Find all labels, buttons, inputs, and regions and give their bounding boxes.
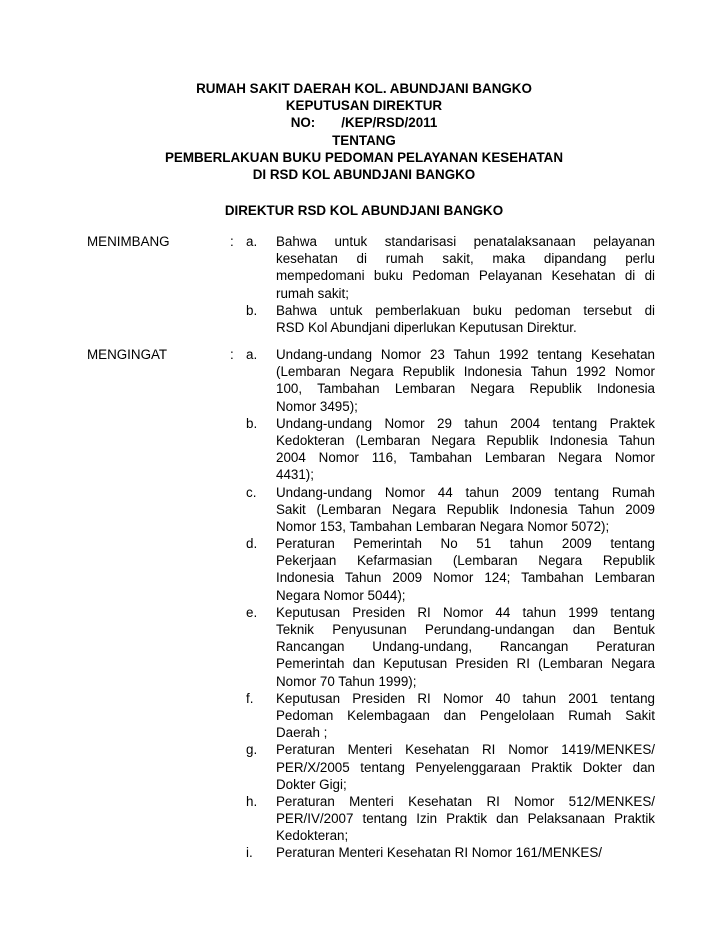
- hospital-name: RUMAH SAKIT DAERAH KOL. ABUNDJANI BANGKO: [196, 81, 532, 96]
- item-letter: d.: [246, 536, 258, 552]
- mengingat-items: [0, 346, 728, 862]
- item-text-line: Nomor 153, Tambahan Lembaran Negara Nomor 5072);: [276, 518, 610, 534]
- item-text-line: Undang-undang Nomor 29 tahun 2004 tentang Praktek: [276, 415, 655, 431]
- item-text-line: PER/X/2005 tentang Penyelenggaraan Praktik Dokter dan: [276, 759, 655, 775]
- menimbang-label: MENIMBANG: [87, 234, 170, 249]
- item-text-line: Pemerintah dan Keputusan Presiden RI (Lembaran Negara: [276, 656, 655, 672]
- item-text-line: Bahwa untuk standarisasi penatalaksanaan pelayanan: [276, 234, 655, 249]
- item-text-line: rumah sakit;: [276, 285, 349, 301]
- tentang-label: TENTANG: [332, 132, 396, 148]
- list-item: [0, 535, 728, 604]
- item-text: [276, 415, 655, 484]
- item-text-line: Peraturan Menteri Kesehatan RI Nomor 161/MENKES/: [276, 845, 602, 861]
- item-text-line: Dokter Gigi;: [276, 776, 347, 792]
- item-text: [276, 844, 655, 861]
- item-text: [276, 233, 655, 302]
- decree-number: NO: /KEP/RSD/2011: [290, 115, 438, 131]
- item-text: [276, 690, 655, 742]
- item-text-line: Indonesia Tahun 2009 Nomor 124; Tambahan Lembaran: [276, 570, 655, 586]
- item-text-line: (Lembaran Negara Republik Indonesia Tahun 1992 Nomor: [276, 364, 655, 380]
- item-letter: f.: [246, 690, 254, 706]
- item-text-line: Kedokteran;: [276, 828, 349, 844]
- list-item: [0, 741, 728, 793]
- item-text-line: Bahwa untuk pemberlakuan buku pedoman tersebut di: [276, 302, 655, 318]
- list-item: [0, 793, 728, 845]
- item-text-line: 2004 Nomor 116, Tambahan Lembaran Negara Nomor: [276, 450, 655, 466]
- item-text-line: Nomor 70 Tahun 1999);: [276, 673, 417, 689]
- item-letter: a.: [246, 234, 258, 249]
- item-letter: b.: [246, 415, 258, 431]
- item-letter: i.: [246, 845, 253, 861]
- menimbang-colon: :: [230, 234, 234, 249]
- decree-title: KEPUTUSAN DIREKTUR: [285, 98, 443, 114]
- item-text-line: Peraturan Pemerintah No 51 tahun 2009 tentang: [276, 536, 655, 552]
- item-text-line: mempedomani buku Pedoman Pelayanan Kesehatan di di: [276, 268, 655, 284]
- item-text: [276, 484, 655, 536]
- item-text: [276, 741, 655, 793]
- item-text-line: Pekerjaan Kefarmasian (Lembaran Negara Republik: [276, 553, 655, 569]
- item-text-line: PER/IV/2007 tentang Izin Praktik dan Pelaksanaan Praktik: [276, 811, 655, 827]
- item-text-line: 4431);: [276, 467, 314, 483]
- item-text-line: Pedoman Kelembagaan dan Pengelolaan Rumah Sakit: [276, 707, 655, 723]
- item-text: [276, 793, 655, 845]
- item-letter: b.: [246, 302, 258, 318]
- item-letter: g.: [246, 742, 258, 758]
- item-text-line: Sakit (Lembaran Negara Republik Indonesia Tahun 2009: [276, 501, 655, 517]
- item-text-line: Undang-undang Nomor 44 tahun 2009 tentang Rumah: [276, 484, 655, 500]
- item-letter: a.: [246, 347, 258, 362]
- item-text-line: Keputusan Presiden RI Nomor 40 tahun 2001 tentang: [276, 690, 655, 706]
- mengingat-colon: :: [230, 347, 234, 362]
- list-item: [0, 690, 728, 742]
- list-item: [0, 346, 728, 415]
- item-text-line: Rancangan Undang-undang, Rancangan Peraturan: [276, 639, 655, 655]
- item-text-line: Kedokteran (Lembaran Negara Republik Indonesia Tahun: [276, 432, 655, 448]
- list-item: [0, 484, 728, 536]
- item-letter: e.: [246, 604, 258, 620]
- item-text-line: Teknik Penyusunan Perundang-undangan dan Bentuk: [276, 622, 655, 637]
- item-text-line: Peraturan Menteri Kesehatan RI Nomor 512/MENKES/: [276, 793, 655, 809]
- item-text: [276, 535, 655, 604]
- list-item: [0, 844, 728, 861]
- item-text: [276, 302, 655, 336]
- decree-subject-location: DI RSD KOL ABUNDJANI BANGKO: [252, 167, 476, 183]
- item-text: [276, 604, 655, 690]
- item-text-line: Peraturan Menteri Kesehatan RI Nomor 1419/MENKES/: [276, 742, 655, 758]
- item-text-line: Keputusan Presiden RI Nomor 44 tahun 1999 tentang: [276, 604, 655, 620]
- mengingat-label: MENGINGAT: [87, 347, 168, 362]
- list-item: [0, 604, 728, 690]
- list-item: [0, 302, 728, 336]
- document-header: [60, 80, 668, 183]
- item-text-line: Daerah ;: [276, 725, 328, 741]
- item-text-line: RSD Kol Abundjani diperlukan Keputusan Direktur.: [276, 319, 577, 335]
- item-letter: h.: [246, 793, 258, 809]
- item-letter: c.: [246, 484, 257, 500]
- menimbang-items: [0, 233, 728, 336]
- item-text-line: Nomor 3495);: [276, 398, 358, 414]
- item-text: [276, 346, 655, 415]
- issuer-title: DIREKTUR RSD KOL ABUNDJANI BANGKO: [224, 203, 504, 218]
- item-text-line: kesehatan di rumah sakit, maka dipandang perlu: [276, 251, 655, 267]
- item-text-line: Negara Nomor 5044);: [276, 587, 406, 603]
- list-item: [0, 233, 728, 302]
- list-item: [0, 415, 728, 484]
- item-text-line: Undang-undang Nomor 23 Tahun 1992 tentang Kesehatan: [276, 347, 655, 362]
- item-text-line: 100, Tambahan Lembaran Negara Republik Indonesia: [276, 381, 655, 397]
- decree-subject: PEMBERLAKUAN BUKU PEDOMAN PELAYANAN KESEHATAN: [164, 149, 564, 165]
